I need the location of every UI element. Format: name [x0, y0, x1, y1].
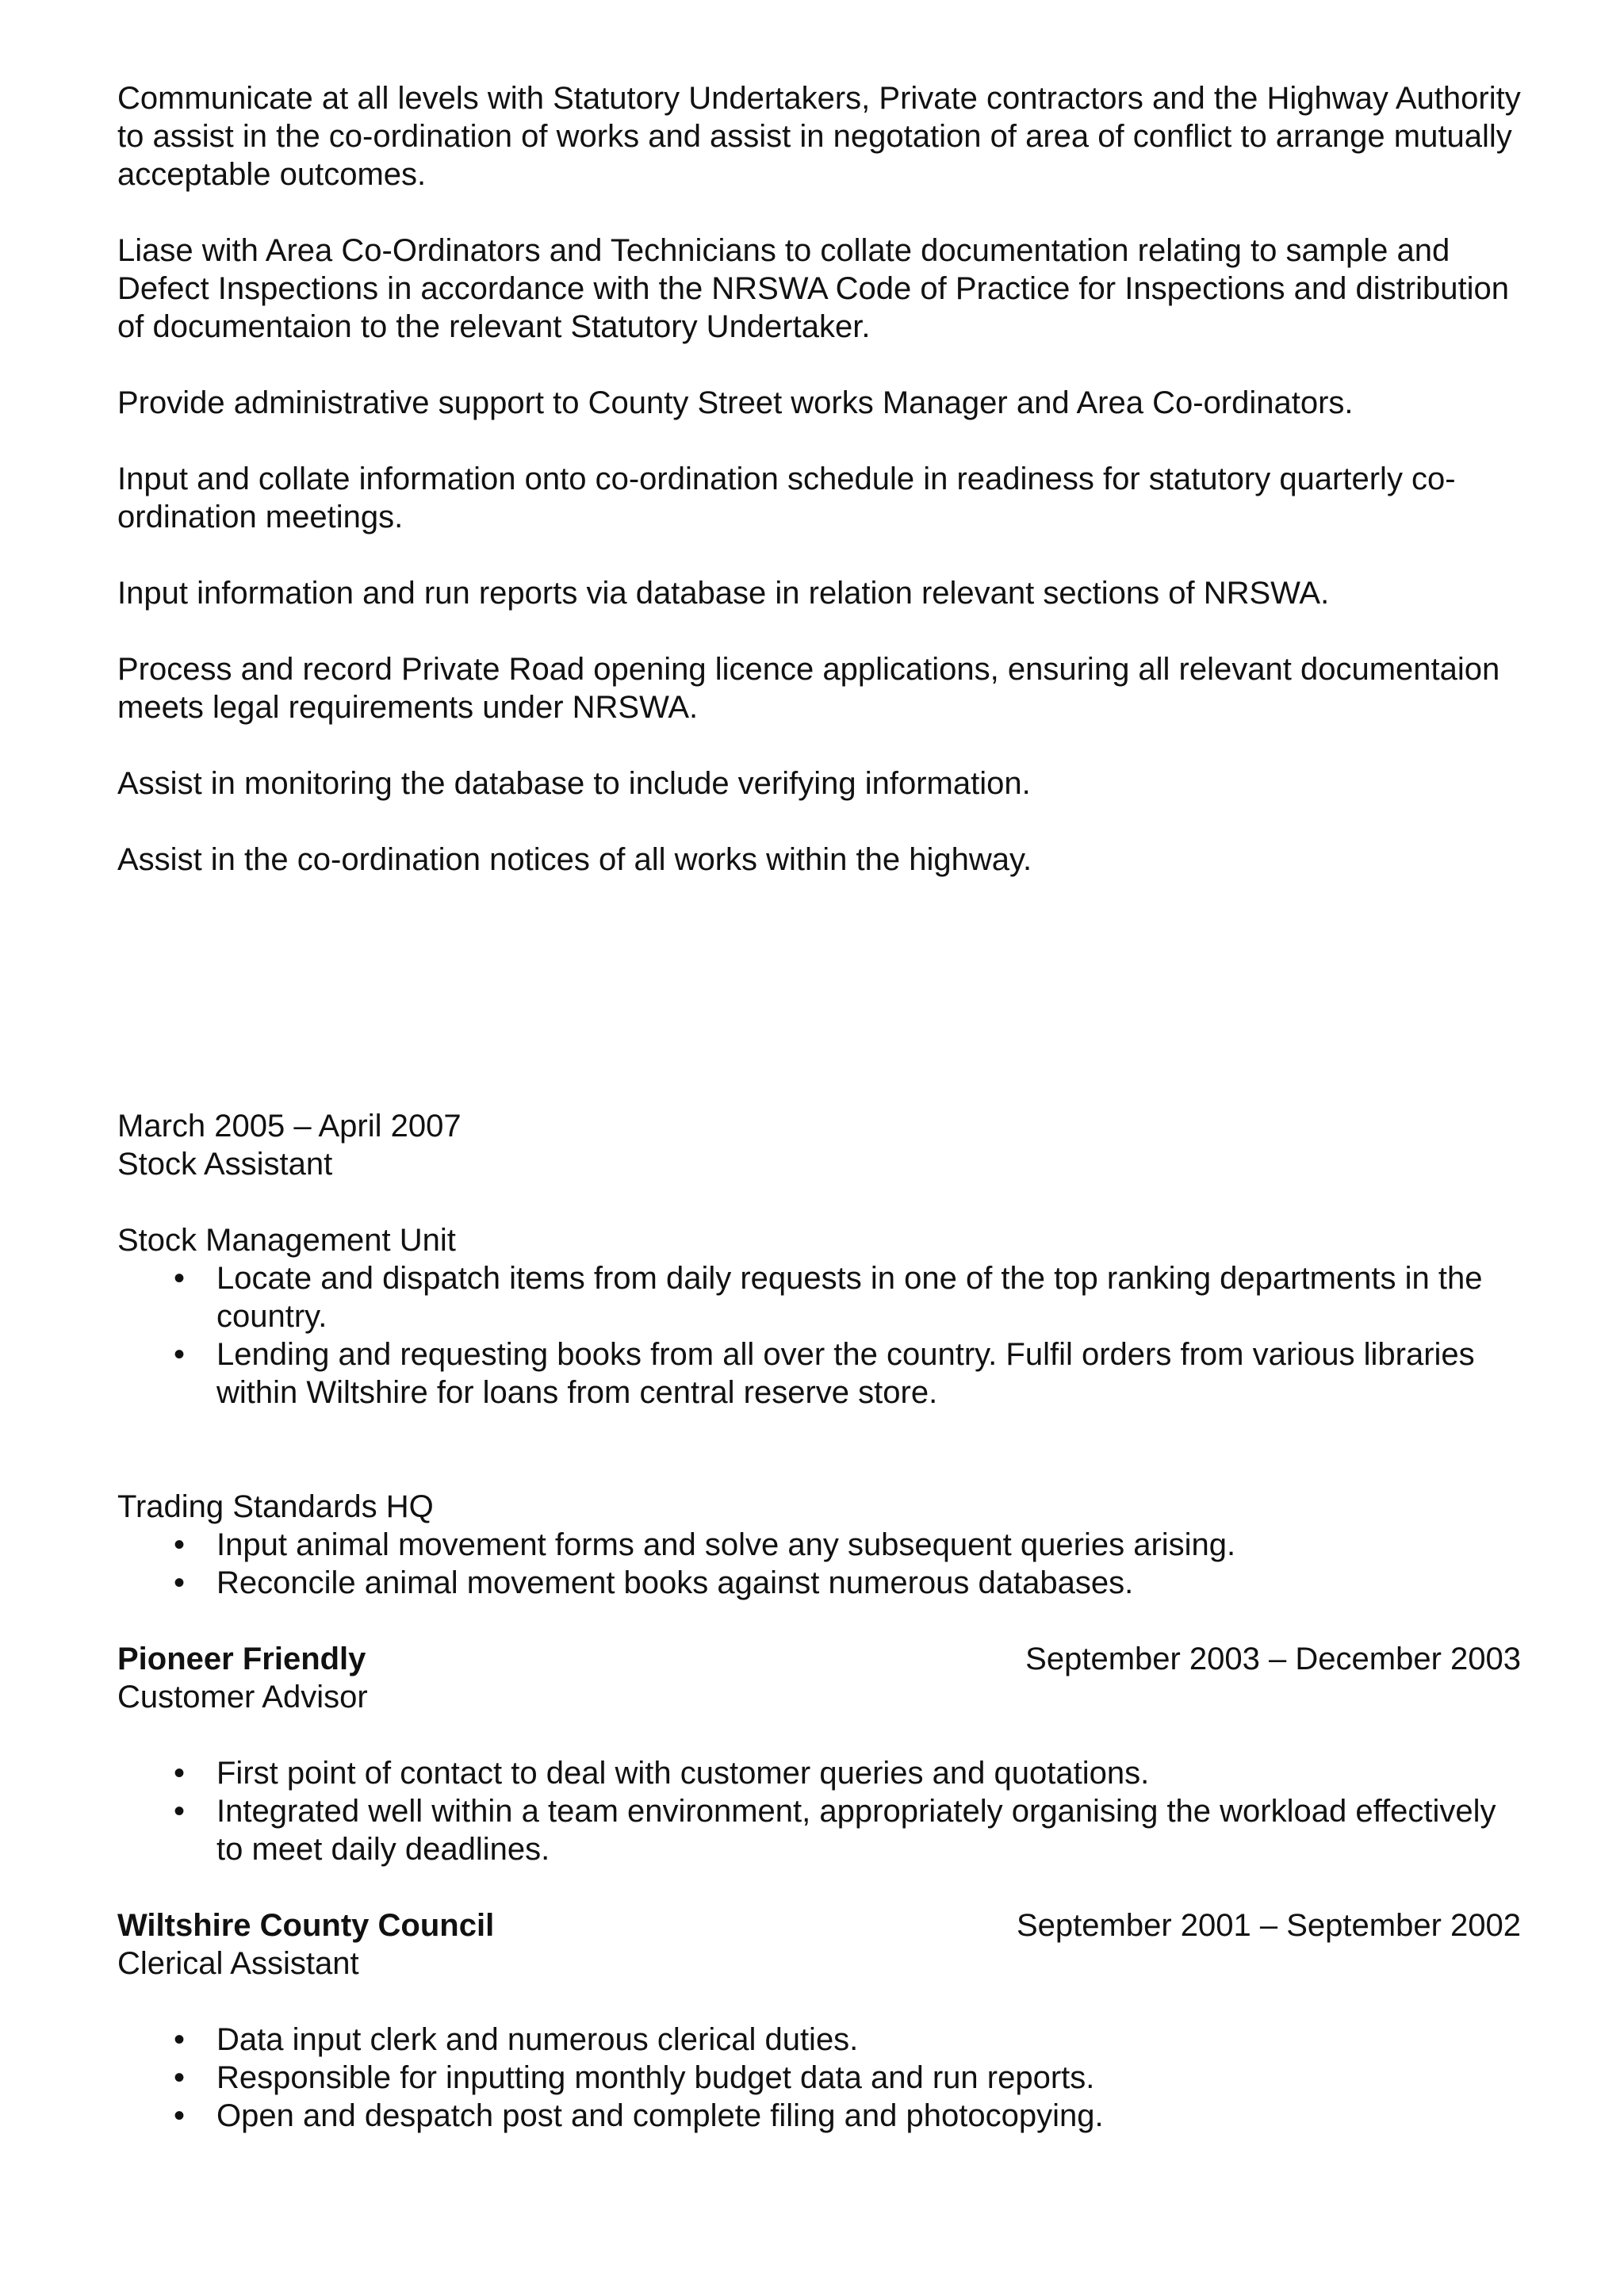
- section-gap: [117, 879, 1521, 1107]
- bullet-icon: •: [173, 1261, 185, 1296]
- wiltshire-dates: September 2001 – September 2002: [1017, 1908, 1521, 1943]
- list-item: • Integrated well within a team environment, appropriately organising the workload effectively to meet daily deadlines.: [117, 1792, 1521, 1868]
- list-item: • Reconcile animal movement books against numerous databases.: [117, 1564, 1521, 1602]
- stock-unit-bullet-list: [117, 1259, 1521, 1412]
- stock-role-title: Stock Assistant: [117, 1147, 333, 1182]
- bullet-icon: •: [173, 1337, 185, 1372]
- trading-standards-heading: Trading Standards HQ: [117, 1489, 434, 1524]
- bullet-icon: •: [173, 1565, 185, 1600]
- list-item: • Input animal movement forms and solve any subsequent queries arising.: [117, 1526, 1521, 1564]
- list-item: • Open and despatch post and complete filing and photocopying.: [117, 2097, 1521, 2135]
- duty-paragraph-admin-support: Provide administrative support to County Street works Manager and Area Co-ordinators.: [117, 385, 1354, 420]
- duty-paragraph-inspections: Liase with Area Co-Ordinators and Technicians to collate documentation relating to sample and Defect Inspections in accordance with the NRSWA Code of Practice for Inspections and distribution of documentaion to the relevant Statutory Undertaker.: [117, 233, 1509, 344]
- duty-paragraph-coordination: Communicate at all levels with Statutory Undertakers, Private contractors and the Highway Authority to assist in the co-ordination of works and assist in negotation of area of conflict to arrange mutually acceptable outcomes.: [117, 81, 1521, 192]
- list-item: • First point of contact to deal with customer queries and quotations.: [117, 1754, 1521, 1792]
- pioneer-dates: September 2003 – December 2003: [1025, 1642, 1521, 1676]
- pioneer-job-header: [117, 1640, 1521, 1678]
- list-item: • Data input clerk and numerous clerical duties.: [117, 2021, 1521, 2059]
- bullet-icon: •: [173, 1794, 185, 1829]
- pioneer-bullet-list: [117, 1754, 1521, 1868]
- bullet-icon: •: [173, 2098, 185, 2133]
- bullet-icon: •: [173, 1527, 185, 1562]
- duty-paragraph-reports: Input information and run reports via database in relation relevant sections of NRSWA.: [117, 576, 1330, 611]
- list-item: • Responsible for inputting monthly budget data and run reports.: [117, 2059, 1521, 2097]
- list-item: • Locate and dispatch items from daily requests in one of the top ranking departments in the country.: [117, 1259, 1521, 1335]
- wiltshire-role: Clerical Assistant: [117, 1946, 359, 1981]
- wiltshire-employer: Wiltshire County Council: [117, 1908, 495, 1943]
- stock-unit-heading: Stock Management Unit: [117, 1223, 456, 1258]
- duty-paragraph-licences: Process and record Private Road opening licence applications, ensuring all relevant documentaion meets legal requirements under NRSWA.: [117, 652, 1500, 725]
- wiltshire-bullet-list: [117, 2021, 1521, 2135]
- trading-standards-bullet-list: [117, 1526, 1521, 1602]
- bullet-icon: •: [173, 2060, 185, 2095]
- duty-paragraph-schedule: Input and collate information onto co-ordination schedule in readiness for statutory quarterly co-ordination meetings.: [117, 462, 1456, 534]
- bullet-icon: •: [173, 2022, 185, 2057]
- list-item: • Lending and requesting books from all over the country. Fulfil orders from various libraries within Wiltshire for loans from central reserve store.: [117, 1335, 1521, 1412]
- cv-page: [117, 79, 1521, 2135]
- duty-paragraph-notices: Assist in the co-ordination notices of all works within the highway.: [117, 842, 1032, 877]
- duty-paragraph-monitoring: Assist in monitoring the database to include verifying information.: [117, 766, 1031, 801]
- bullet-icon: •: [173, 1756, 185, 1791]
- pioneer-role: Customer Advisor: [117, 1680, 368, 1715]
- stock-role-dates: March 2005 – April 2007: [117, 1109, 462, 1144]
- pioneer-employer: Pioneer Friendly: [117, 1642, 366, 1676]
- wiltshire-job-header: [117, 1906, 1521, 1944]
